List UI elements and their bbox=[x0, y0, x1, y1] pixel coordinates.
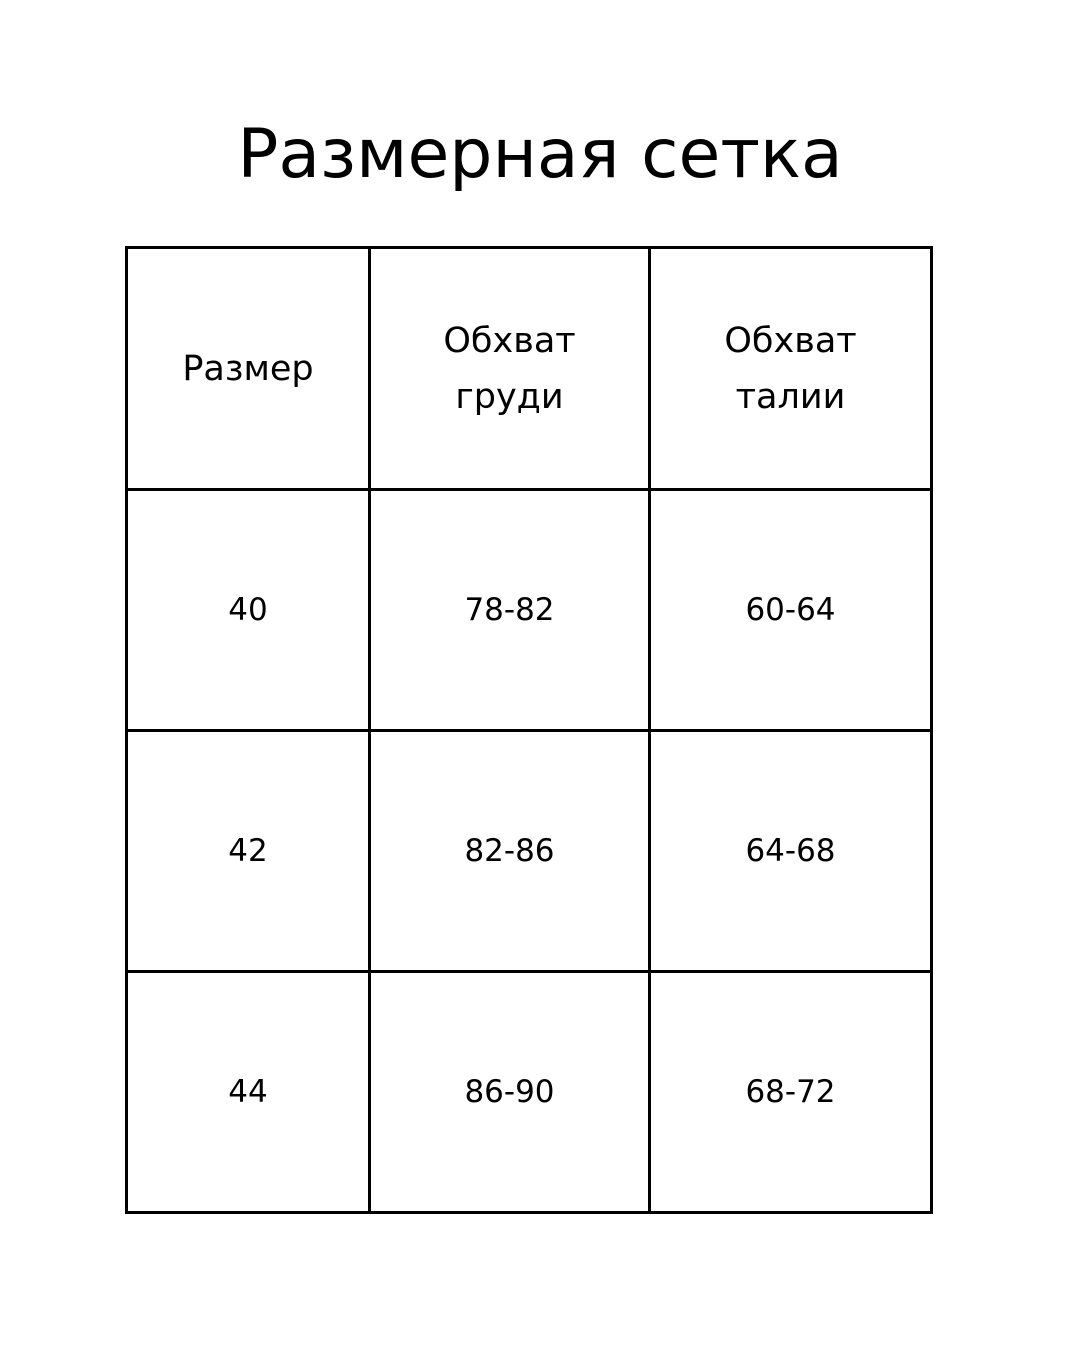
table-row bbox=[127, 972, 932, 1213]
cell-waist: 64-68 bbox=[650, 731, 932, 972]
header-chest-line-1: Обхват bbox=[443, 320, 576, 361]
cell-waist: 60-64 bbox=[650, 490, 932, 731]
header-waist-line-2: талии bbox=[735, 376, 846, 417]
header-chest bbox=[370, 248, 650, 490]
cell-waist: 68-72 bbox=[650, 972, 932, 1213]
header-size-label: Размер bbox=[182, 348, 314, 389]
header-chest-line-2: груди bbox=[455, 376, 564, 417]
size-chart-table bbox=[125, 246, 933, 1214]
cell-chest: 82-86 bbox=[370, 731, 650, 972]
table-header-row bbox=[127, 248, 932, 490]
cell-chest: 86-90 bbox=[370, 972, 650, 1213]
cell-size: 40 bbox=[127, 490, 370, 731]
table-row bbox=[127, 731, 932, 972]
cell-chest: 78-82 bbox=[370, 490, 650, 731]
cell-size: 42 bbox=[127, 731, 370, 972]
header-waist bbox=[650, 248, 932, 490]
page-title: Размерная сетка bbox=[237, 115, 843, 194]
cell-size: 44 bbox=[127, 972, 370, 1213]
header-waist-line-1: Обхват bbox=[724, 320, 857, 361]
table-row bbox=[127, 490, 932, 731]
header-size bbox=[127, 248, 370, 490]
